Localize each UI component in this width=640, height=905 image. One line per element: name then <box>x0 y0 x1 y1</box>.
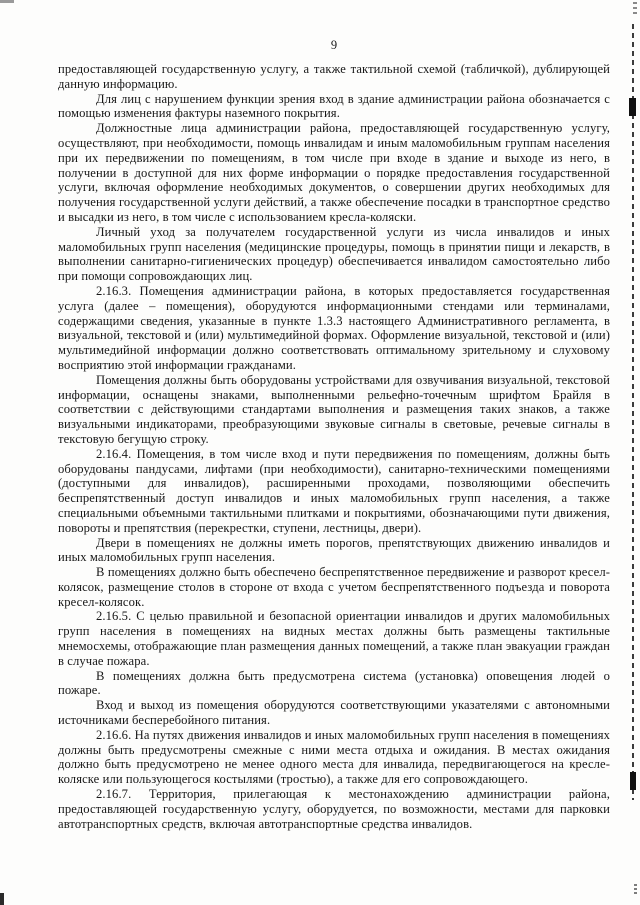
paragraph: Вход и выход из помещения оборудуются соответствующими указателями с автономными источниками бесперебойного питания. <box>58 698 610 728</box>
paragraph-clause-2-16-6: 2.16.6. На путях движения инвалидов и иных маломобильных групп населения в помещениях должны быть предусмотрены смежные с ними места отдыха и ожидания. В местах ожидания должно быть предусмотрено не менее одного места для инвалида, передвигающегося на кресле-коляске или пользующегося костылями (тростью), а также для его сопровождающего. <box>58 727 610 787</box>
paragraph: Двери в помещениях не должны иметь порогов, препятствующих движению инвалидов и иных маломобильных групп населения. <box>58 535 610 565</box>
paragraph-clause-2-16-5: 2.16.5. С целью правильной и безопасной ориентации инвалидов и других маломобильных групп населения в помещениях на видных местах должны быть размещены тактильные мнемосхемы, отображающие план размещения данных помещений, а также план эвакуации граждан в случае пожара. <box>58 609 610 668</box>
document-body <box>58 62 610 831</box>
paragraph: Должностные лица администрации района, предоставляющей государственную услугу, осуществляют, при необходимости, помощь инвалидам и иным маломобильным группам населения при их передвижении по помещениям, в том числе при входе в здание и выходе из него, в получении в доступной для них форме информации о порядке предоставления государственной услуги, включая оформление необходимых документов, о совершении других необходимых для получения государственной услуги действий, а также обеспечение посадки в транспортное средство и высадки из него, в том числе с использованием кресла-коляски. <box>58 121 610 224</box>
page-number: 9 <box>330 38 338 52</box>
paragraph: В помещениях должно быть обеспечено беспрепятственное передвижение и разворот кресел-колясок, размещение столов в стороне от входа с учетом беспрепятственного подъезда и поворота кресел-колясок. <box>58 565 610 609</box>
paragraph-clause-2-16-3: 2.16.3. Помещения администрации района, в которых предоставляется государственная услуга (далее – помещения), оборудуются информационными стендами или терминалами, содержащими сведения, указанные в пункте 1.3.3 настоящего Административного регламента, в визуальной, текстовой и (или) мультимедийной формах. Оформление визуальной, текстовой и (или) мультимедийной информации должно соответствовать оптимальному зрительному и слуховому восприятию этой информации гражданами. <box>58 283 610 372</box>
paragraph: Для лиц с нарушением функции зрения вход в здание администрации района обозначается с помощью изменения фактуры наземного покрытия. <box>58 91 610 121</box>
scan-artifact-right-blob-upper <box>629 98 636 116</box>
paragraph: предоставляющей государственную услугу, а также тактильной схемой (табличкой), дублирующей данную информацию. <box>58 62 610 91</box>
scan-artifact-top-right <box>633 2 637 14</box>
scan-artifact-top-left <box>0 0 14 3</box>
scan-artifact-right-blob-lower <box>630 772 636 790</box>
paragraph: Помещения должны быть оборудованы устройствами для озвучивания визуальной, текстовой информации, оснащены знаками, выполненными рельефно-точечным шрифтом Брайля в соответствии с действующими стандартами выполнения и размещения таких знаков, а также визуальными индикаторами, преобразующими звуковые сигналы в световые, речевые сигналы в текстовую бегущую строку. <box>58 372 610 446</box>
scan-artifact-bottom-left <box>0 893 4 905</box>
paragraph-clause-2-16-7: 2.16.7. Территория, прилегающая к местонахождению администрации района, предоставляющей государственную услугу, оборудуется, по возможности, местами для парковки автотранспортных средств, включая автотранспортные средства инвалидов. <box>58 787 610 831</box>
paragraph: Личный уход за получателем государственной услуги из числа инвалидов и иных маломобильных групп населения (медицинские процедуры, помощь в принятии пищи и лекарств, в выполнении санитарно-гигиенических процедур) обеспечивается инвалидом самостоятельно либо при помощи сопровождающих лиц. <box>58 224 610 284</box>
scan-artifact-right-edge-line <box>632 24 634 800</box>
scan-artifact-bottom-right <box>634 884 637 896</box>
paragraph: В помещениях должна быть предусмотрена система (установка) оповещения людей о пожаре. <box>58 668 610 698</box>
paragraph-clause-2-16-4: 2.16.4. Помещения, в том числе вход и пути передвижения по помещениям, должны быть оборудованы пандусами, лифтами (при необходимости), санитарно-техническими помещениями (доступными для инвалидов), расширенными проходами, позволяющими обеспечить беспрепятственный доступ инвалидов и иных маломобильных групп населения, а также специальными объемными тактильными плитками и покрытиями, обозначающими пути движения, повороты и препятствия (перекрестки, ступени, лестницы, двери). <box>58 446 610 535</box>
